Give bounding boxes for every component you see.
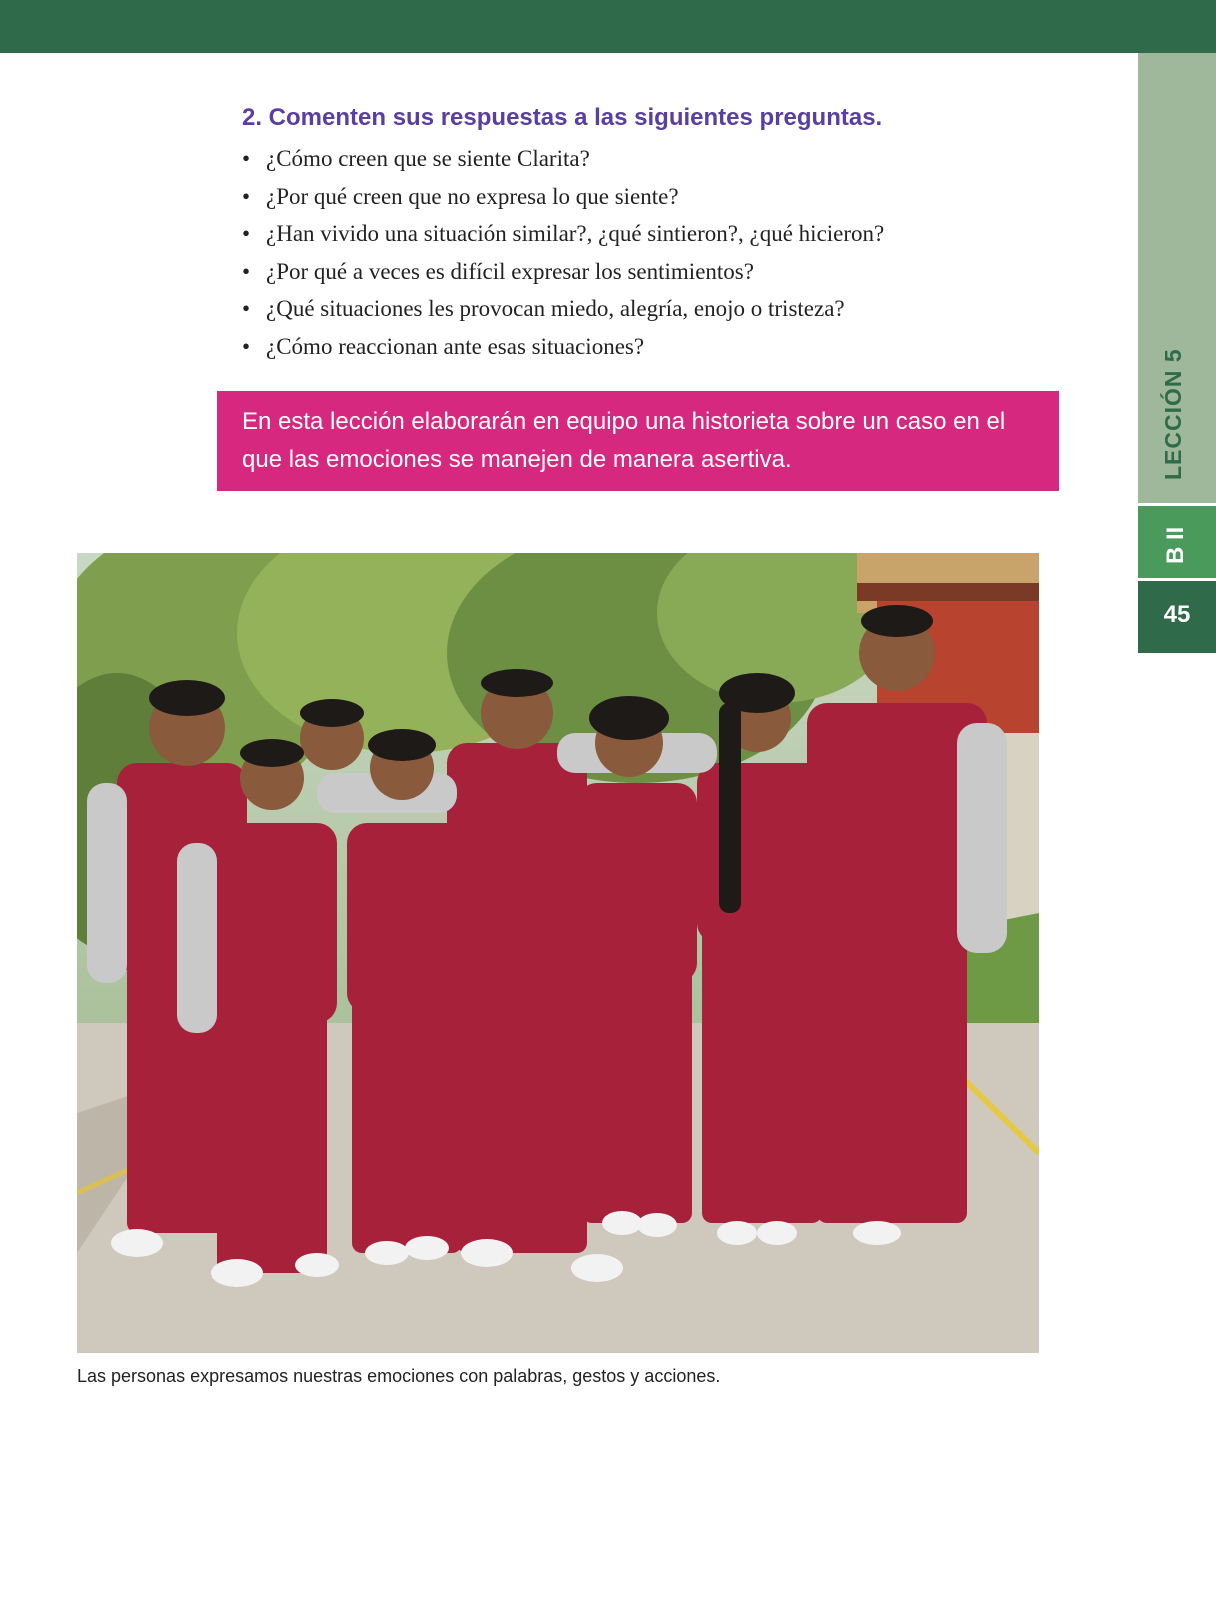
question-item: • ¿Por qué a veces es difícil expresar los sentimientos?: [242, 253, 884, 291]
lesson-label: LECCIÓN 5: [1160, 348, 1186, 480]
photo-caption: Las personas expresamos nuestras emociones con palabras, gestos y acciones.: [77, 1366, 721, 1386]
page-number: 45: [1163, 601, 1191, 628]
side-tab-block: [1138, 503, 1216, 578]
side-tab: [1138, 53, 1216, 653]
block-label: B II: [1162, 526, 1189, 564]
lesson-goal-text: En esta lección elaborarán en equipo una historieta sobre un caso en el que las emociones se manejen de manera asertiva.: [242, 408, 1006, 473]
top-bar: [0, 0, 1216, 53]
question-list: [242, 140, 884, 365]
question-item: • ¿Por qué creen que no expresa lo que siente?: [242, 178, 884, 216]
question-item: • ¿Cómo creen que se siente Clarita?: [242, 140, 884, 178]
lesson-goal-box: [217, 391, 1059, 491]
group-photo: [77, 553, 1039, 1353]
side-tab-page: [1138, 578, 1216, 653]
question-item: • ¿Qué situaciones les provocan miedo, alegría, enojo o tristeza?: [242, 290, 884, 328]
side-tab-lesson: [1138, 53, 1216, 503]
activity-heading: 2. Comenten sus respuestas a las siguientes preguntas.: [242, 104, 883, 131]
question-item: • ¿Cómo reaccionan ante esas situaciones?: [242, 328, 884, 366]
question-item: • ¿Han vivido una situación similar?, ¿qué sintieron?, ¿qué hicieron?: [242, 215, 884, 253]
